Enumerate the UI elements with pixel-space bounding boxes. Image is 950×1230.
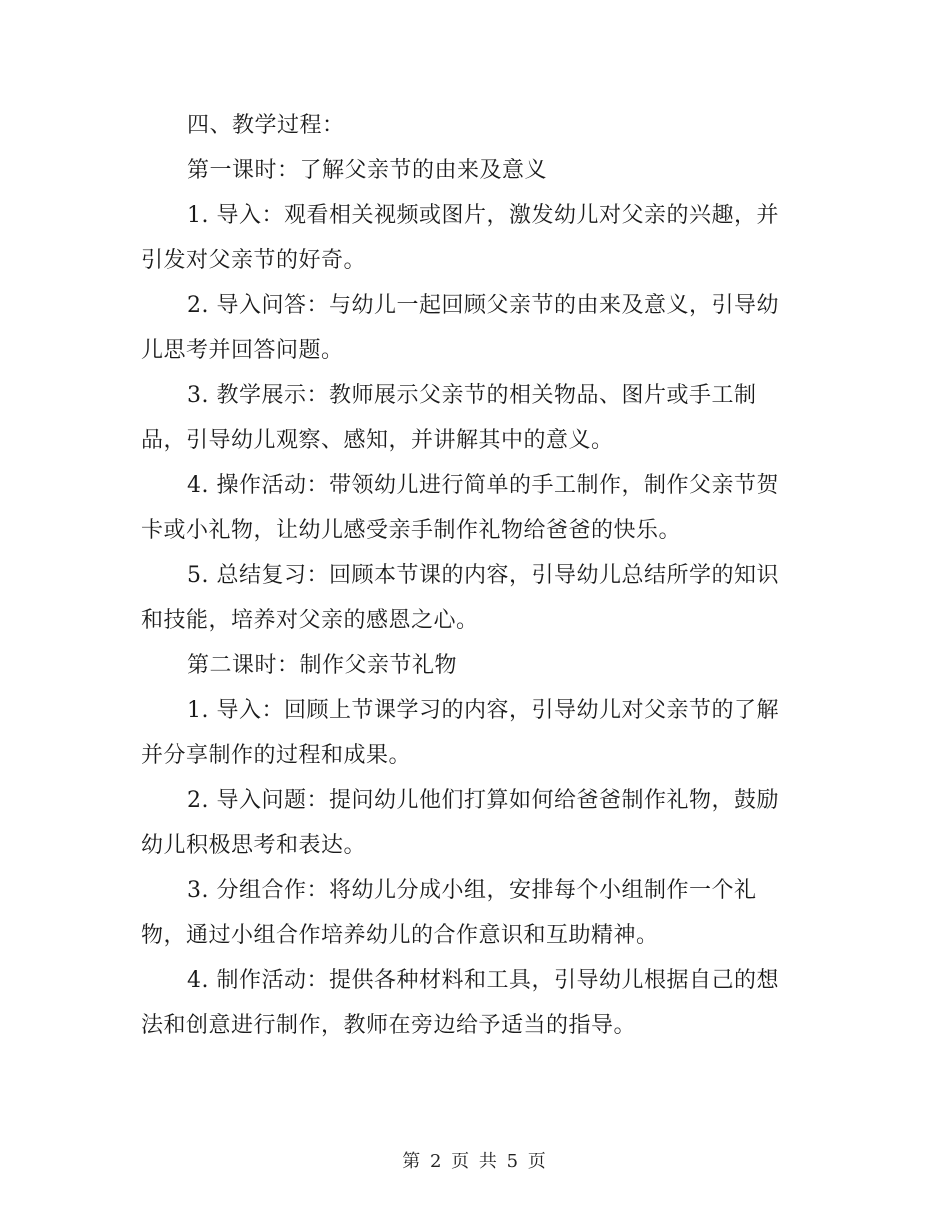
paragraph-line: 引发对父亲节的好奇。 bbox=[141, 248, 367, 273]
paragraph-line: 4. 操作活动：带领幼儿进行简单的手工制作，制作父亲节贺 bbox=[187, 473, 779, 498]
paragraph-line: 5. 总结复习：回顾本节课的内容，引导幼儿总结所学的知识 bbox=[187, 563, 779, 588]
page-number-footer: 第 2 页 共 5 页 bbox=[402, 1151, 548, 1172]
paragraph-line: 物，通过小组合作培养幼儿的合作意识和互助精神。 bbox=[141, 923, 659, 948]
paragraph-line: 1. 导入：观看相关视频或图片，激发幼儿对父亲的兴趣，并 bbox=[187, 203, 779, 228]
paragraph-line: 并分享制作的过程和成果。 bbox=[141, 743, 412, 768]
paragraph-line: 法和创意进行制作，教师在旁边给予适当的指导。 bbox=[141, 1013, 637, 1038]
paragraph-line: 4. 制作活动：提供各种材料和工具，引导幼儿根据自己的想 bbox=[187, 968, 779, 993]
paragraph-line: 3. 分组合作：将幼儿分成小组，安排每个小组制作一个礼 bbox=[187, 878, 757, 903]
paragraph-line: 2. 导入问题：提问幼儿他们打算如何给爸爸制作礼物，鼓励 bbox=[187, 788, 779, 813]
lesson-heading-2: 第二课时：制作父亲节礼物 bbox=[187, 653, 458, 678]
paragraph-line: 2. 导入问答：与幼儿一起回顾父亲节的由来及意义，引导幼 bbox=[187, 293, 779, 318]
document-body bbox=[141, 103, 811, 1048]
paragraph-line: 儿思考并回答问题。 bbox=[141, 338, 344, 363]
paragraph-line: 幼儿积极思考和表达。 bbox=[141, 833, 367, 858]
paragraph-line: 卡或小礼物，让幼儿感受亲手制作礼物给爸爸的快乐。 bbox=[141, 518, 682, 543]
paragraph-line: 和技能，培养对父亲的感恩之心。 bbox=[141, 608, 479, 633]
paragraph-line: 品，引导幼儿观察、感知，并讲解其中的意义。 bbox=[141, 428, 614, 453]
paragraph-line: 1. 导入：回顾上节课学习的内容，引导幼儿对父亲节的了解 bbox=[187, 698, 779, 723]
lesson-heading-1: 第一课时：了解父亲节的由来及意义 bbox=[187, 158, 548, 183]
section-heading: 四、教学过程： bbox=[187, 113, 345, 138]
paragraph-line: 3. 教学展示：教师展示父亲节的相关物品、图片或手工制 bbox=[187, 383, 757, 408]
